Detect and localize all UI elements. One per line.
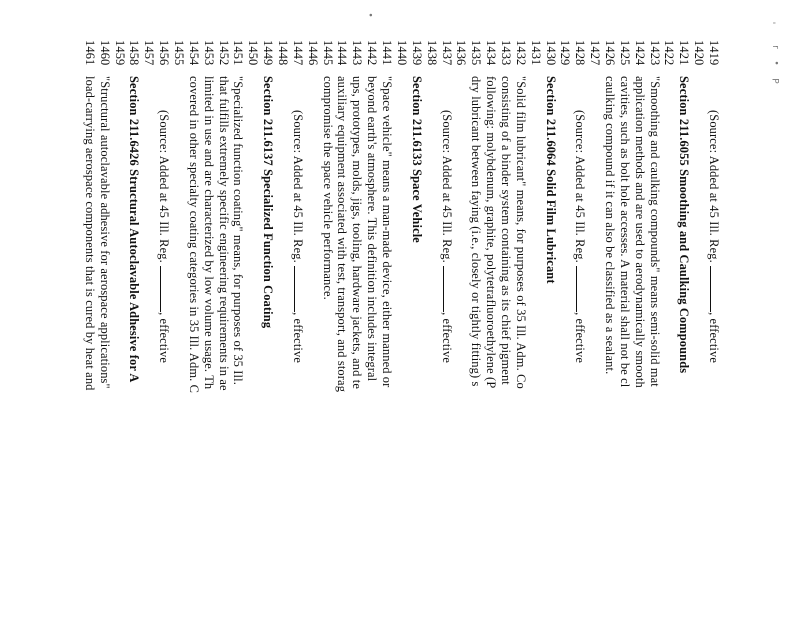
rotated-document-text: [80, 40, 720, 618]
line-number: 1445: [320, 40, 335, 66]
line-text: [203, 76, 215, 389]
line-content: Section 211.6055 Smoothing and Caulking Compounds: [677, 76, 692, 374]
line-content: application methods and are used to aerodynamically smooth: [632, 76, 647, 388]
line-text: [485, 76, 497, 388]
line-content: (Source: Added at 45 Ill. Reg.: [157, 110, 172, 267]
line-content: "Solid film lubricant" means, for purposes of 35 Ill. Adm. Co: [513, 76, 528, 389]
line-text: [604, 76, 616, 374]
effective-label: , effective: [573, 312, 588, 364]
line-number: 1427: [588, 40, 603, 66]
line-content: (Source: Added at 45 Ill. Reg.: [439, 110, 454, 267]
line-number: 1425: [617, 40, 632, 66]
line-text: [292, 110, 304, 363]
line-content: "Space vehicle" means a man-made device, either manned or: [380, 76, 395, 388]
line-number: 1459: [112, 40, 127, 66]
line-number: 1461: [82, 40, 97, 66]
line-text: [158, 110, 170, 363]
line-content: compromise the space vehicle performance.: [320, 76, 335, 300]
fill-in-blank: [443, 266, 453, 312]
line-text: [366, 76, 378, 381]
line-text: [678, 76, 690, 373]
line-content: Section 211.6133 Space Vehicle: [409, 76, 424, 243]
line-text: [128, 76, 140, 382]
line-text: [337, 76, 349, 392]
line-number: 1435: [469, 40, 484, 66]
line-content: (Source: Added at 45 Ill. Reg.: [707, 110, 721, 267]
line-text: [99, 76, 111, 389]
fill-in-blank: [576, 266, 586, 312]
line-content: "Specialized function coating" means, for purposes of 35 Ill.: [231, 76, 246, 385]
fill-in-blank: [160, 266, 170, 312]
line-content: "Structural autoclavable adhesive for aerospace applications": [97, 76, 112, 389]
effective-label: , effective: [157, 312, 172, 364]
line-number: 1450: [246, 40, 261, 66]
line-content: caulking compound if it can also be classified as a sealant.: [602, 76, 617, 375]
line-content: (Source: Added at 45 Ill. Reg.: [573, 110, 588, 267]
line-text: [470, 76, 482, 387]
line-content: cavities, such as bolt hole accesses. A material shall not be cl: [617, 76, 632, 388]
line-number: 1443: [350, 40, 365, 66]
line-number: 1436: [454, 40, 469, 66]
fill-in-blank: [710, 266, 720, 312]
line-text: [218, 76, 230, 391]
line-text: [708, 110, 720, 363]
line-number: 1438: [424, 40, 439, 66]
line-number: 1429: [558, 40, 573, 66]
line-content: consisting of a binder system containing as its chief pigment: [498, 76, 513, 385]
line-number: 1433: [498, 40, 513, 66]
line-number: 1447: [290, 40, 305, 66]
line-text: [515, 76, 527, 389]
line-content: beyond earth's atmosphere. This definition includes integral: [365, 76, 380, 382]
line-number: 1440: [394, 40, 409, 66]
line-number: 1442: [365, 40, 380, 66]
effective-label: , effective: [290, 312, 305, 364]
effective-label: , effective: [707, 312, 721, 364]
line-number: 1456: [157, 40, 172, 66]
line-number: 1451: [231, 40, 246, 66]
line-number: 1446: [305, 40, 320, 66]
line-content: ups, prototypes, molds, jigs, tooling, hardware jackets, and te: [350, 76, 365, 389]
line-content: that fulfills extremely specific engineering requirements in ae: [216, 76, 231, 391]
line-content: Section 211.6064 Solid Film Lubricant: [543, 76, 558, 284]
line-text: [262, 76, 274, 328]
scan-mark: r: [769, 45, 780, 49]
line-content: "Smoothing and caulking compounds" means semi-solid mat: [647, 76, 662, 387]
line-text: [322, 76, 334, 300]
line-text: [500, 76, 512, 385]
line-number: 1420: [692, 40, 707, 66]
line-content: (Source: Added at 45 Ill. Reg.: [290, 110, 305, 267]
line-content: following: molybdenum, graphite, polytetrafluoroethylene (P: [484, 76, 499, 389]
line-number: 1455: [172, 40, 187, 66]
scan-mark: ': [766, 21, 777, 25]
line-number: 1421: [677, 40, 692, 66]
line-content: Section 211.6137 Specialized Function Coating: [261, 76, 276, 329]
line-content: auxiliary equipment associated with test, transport, and storag: [335, 76, 350, 393]
line-number: 1457: [142, 40, 157, 66]
line-text: [351, 76, 363, 389]
line-content: load-carrying aerospace components that is cured by heat and: [82, 76, 97, 391]
line-number: 1428: [573, 40, 588, 66]
line-number: 1437: [439, 40, 454, 66]
fill-in-blank: [294, 266, 304, 312]
line-text: [232, 76, 244, 385]
line-text: [411, 76, 423, 243]
line-text: [574, 110, 586, 363]
line-number: 1453: [201, 40, 216, 66]
line-text: [619, 76, 631, 387]
line-text: [634, 76, 646, 388]
effective-label: , effective: [439, 312, 454, 364]
line-text: [381, 76, 393, 387]
line-number: 1441: [380, 40, 395, 66]
scan-mark: P: [769, 78, 780, 84]
line-number: 1448: [276, 40, 291, 66]
line-content: Section 211.6426 Structural Autoclavable Adhesive for A: [127, 76, 142, 383]
line-number: 1460: [97, 40, 112, 66]
line-number: 1431: [528, 40, 543, 66]
line-content: dry lubricant between faying (i.e., closely or tightly fitting) s: [469, 76, 484, 387]
line-text: [545, 76, 557, 284]
line-text: [188, 76, 200, 393]
line-number: 1430: [543, 40, 558, 66]
scan-mark: •: [364, 12, 375, 18]
line-text: [649, 76, 661, 387]
line-number: 1424: [632, 40, 647, 66]
line-number: 1423: [647, 40, 662, 66]
line-number: 1434: [484, 40, 499, 66]
line-number: 1452: [216, 40, 231, 66]
line-number: 1422: [662, 40, 677, 66]
line-number: 1432: [513, 40, 528, 66]
line-number: 1454: [186, 40, 201, 66]
line-number: 1419: [707, 40, 721, 66]
scan-mark: •: [770, 60, 781, 66]
line-text: [441, 110, 453, 363]
line-number: 1426: [602, 40, 617, 66]
line-number: 1449: [261, 40, 276, 66]
line-number: 1444: [335, 40, 350, 66]
line-text: [84, 76, 96, 391]
line-content: limited in use and are characterized by low volume usage. Th: [201, 76, 216, 390]
line-number: 1439: [409, 40, 424, 66]
line-number: 1458: [127, 40, 142, 66]
line-content: covered in other specialty coating categories in 35 Ill. Adm. C: [186, 76, 201, 394]
